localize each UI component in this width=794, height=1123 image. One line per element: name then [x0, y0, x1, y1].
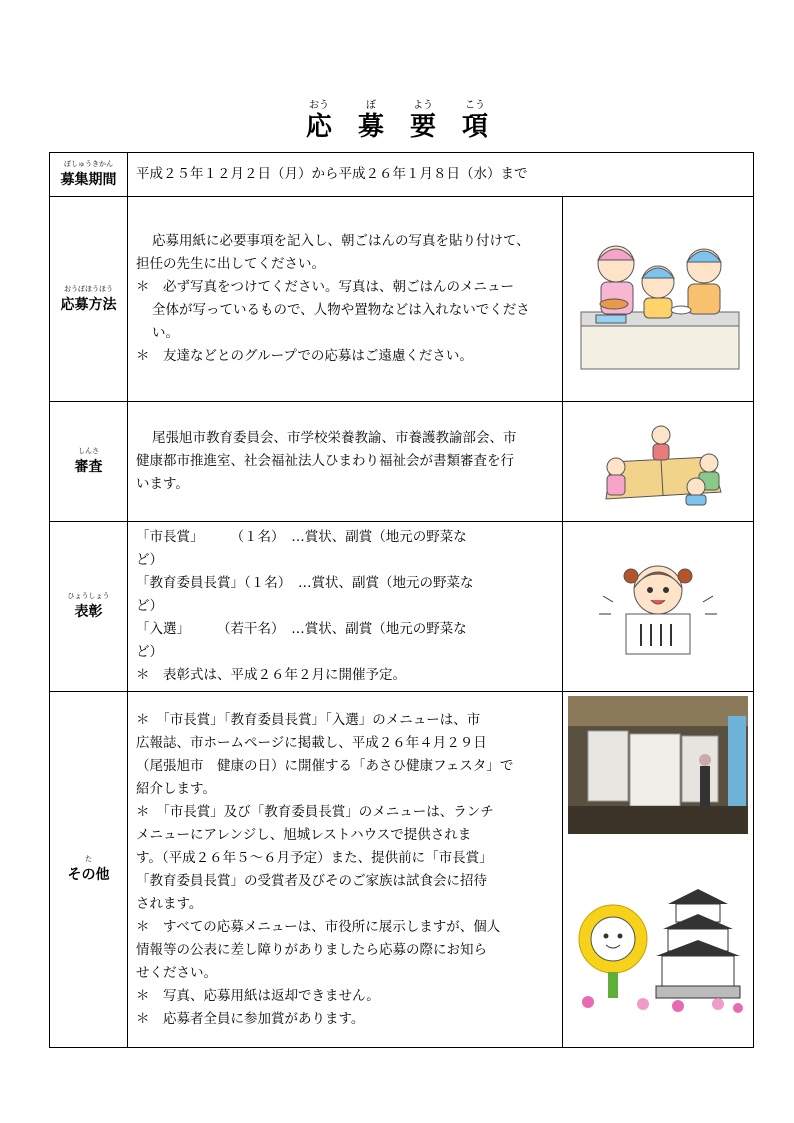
- award-line-2: ど）: [136, 552, 163, 568]
- award-image-cell: [563, 522, 754, 692]
- method-line-3: ＊ 必ず写真をつけてください。写真は、朝ごはんのメニュー: [136, 279, 514, 295]
- exhibition-photo: [568, 696, 748, 834]
- judging-line-2: 健康都市推進室、社会福祉法人ひまわり福祉会が書類審査を行: [136, 453, 514, 469]
- other-line-11: 情報等の公表に差し障りがありましたら応募の際にお知ら: [136, 941, 487, 958]
- method-line-2: 担任の先生に出してください。: [136, 256, 325, 272]
- period-text: 平成２５年１２月２日（月）から平成２６年１月８日（水）まで: [136, 166, 528, 182]
- method-line-6: ＊ 友達などとのグループでの応募はご遠慮ください。: [136, 348, 473, 364]
- title-char-1: 応: [305, 112, 332, 142]
- judging-line-1: 尾張旭市教育委員会、市学校栄養教諭、市養護教諭部会、市: [152, 430, 517, 446]
- method-content: [128, 197, 563, 402]
- row-method: [50, 197, 754, 402]
- label-award-text: 表彰: [74, 604, 103, 620]
- title-char-2: 募: [357, 112, 384, 142]
- label-other: [50, 692, 128, 1048]
- other-line-2: 広報誌、市ホームページに掲載し、平成２６年４月２９日: [136, 734, 487, 751]
- other-line-8: 「教育委員長賞」の受賞者及びそのご家族は試食会に招待: [136, 872, 487, 889]
- period-content: [128, 153, 754, 197]
- title-ruby-3: よう: [413, 100, 433, 111]
- judging-content: [128, 402, 563, 522]
- page-title: [0, 112, 794, 142]
- label-method: [50, 197, 128, 402]
- row-period: [50, 153, 754, 197]
- other-image-cell: [563, 692, 754, 1048]
- label-period-ruby: ぼしゅうきかん: [64, 160, 113, 168]
- label-other-ruby: た: [85, 855, 92, 863]
- other-line-1: ＊ 「市長賞」「教育委員長賞」「入選」のメニューは、市: [136, 711, 481, 728]
- award-line-4: ど）: [136, 598, 163, 614]
- other-line-14: ＊ 応募者全員に参加賞があります。: [136, 1010, 365, 1027]
- other-line-10: ＊ すべての応募メニューは、市役所に展示しますが、個人: [136, 918, 501, 935]
- other-line-5: ＊ 「市長賞」及び「教育委員長賞」のメニューは、ランチ: [136, 803, 494, 820]
- label-judging-ruby: しんさ: [78, 447, 99, 455]
- award-line-1: 「市長賞」 （１名） …賞状、副賞（地元の野菜な: [136, 529, 467, 545]
- award-line-7: ＊ 表彰式は、平成２６年２月に開催予定。: [136, 667, 406, 683]
- other-content: [128, 692, 563, 1048]
- other-line-7: す。（平成２６年５～６月予定）また、提供前に「市長賞」: [136, 849, 493, 866]
- other-line-12: せください。: [136, 964, 217, 981]
- method-line-5: い。: [152, 325, 179, 341]
- other-line-6: メニューにアレンジし、旭城レストハウスで提供されま: [136, 826, 472, 843]
- label-award: [50, 522, 128, 692]
- label-other-text: その他: [67, 867, 110, 883]
- sunflower-mascot-castle-illustration: [568, 884, 748, 1014]
- classroom-children-illustration: [591, 417, 726, 507]
- method-line-1: 応募用紙に必要事項を記入し、朝ごはんの写真を貼り付けて、: [152, 233, 530, 249]
- label-method-text: 応募方法: [60, 296, 117, 313]
- method-line-4: 全体が写っているもので、人物や置物などは入れないでくださ: [152, 302, 530, 318]
- method-image-cell: [563, 197, 754, 402]
- label-method-ruby: おうぼほうほう: [64, 284, 113, 293]
- label-award-ruby: ひょうしょう: [67, 592, 110, 600]
- award-content: [128, 522, 563, 692]
- judging-image-cell: [563, 402, 754, 522]
- judging-line-3: います。: [136, 476, 189, 492]
- award-line-6: ど）: [136, 644, 163, 660]
- other-line-3: （尾張旭市 健康の日）に開催する「あさひ健康フェスタ」で: [136, 757, 514, 774]
- title-char-4: 項: [461, 112, 488, 142]
- label-period: [50, 153, 128, 197]
- title-ruby-1: おう: [309, 100, 329, 111]
- title-block: [0, 100, 794, 142]
- label-judging: [50, 402, 128, 522]
- requirements-table: [49, 152, 754, 1048]
- label-judging-text: 審査: [74, 459, 103, 475]
- other-line-9: されます。: [136, 895, 203, 912]
- award-line-3: 「教育委員長賞」（１名） …賞状、副賞（地元の野菜な: [136, 575, 474, 591]
- title-char-3: 要: [409, 112, 436, 142]
- other-line-13: ＊ 写真、応募用紙は返却できません。: [136, 987, 380, 1004]
- row-judging: [50, 402, 754, 522]
- award-line-5: 「入選」 （若干名） …賞状、副賞（地元の野菜な: [136, 621, 467, 637]
- other-line-4: 紹介します。: [136, 780, 216, 797]
- cooking-children-illustration: [576, 224, 741, 374]
- title-ruby-4: こう: [465, 100, 485, 111]
- girl-with-certificate-illustration: [593, 552, 723, 662]
- title-ruby: [0, 100, 794, 112]
- label-period-text: 募集期間: [60, 172, 117, 188]
- row-other: [50, 692, 754, 1048]
- row-award: [50, 522, 754, 692]
- title-ruby-2: ぼ: [366, 100, 376, 111]
